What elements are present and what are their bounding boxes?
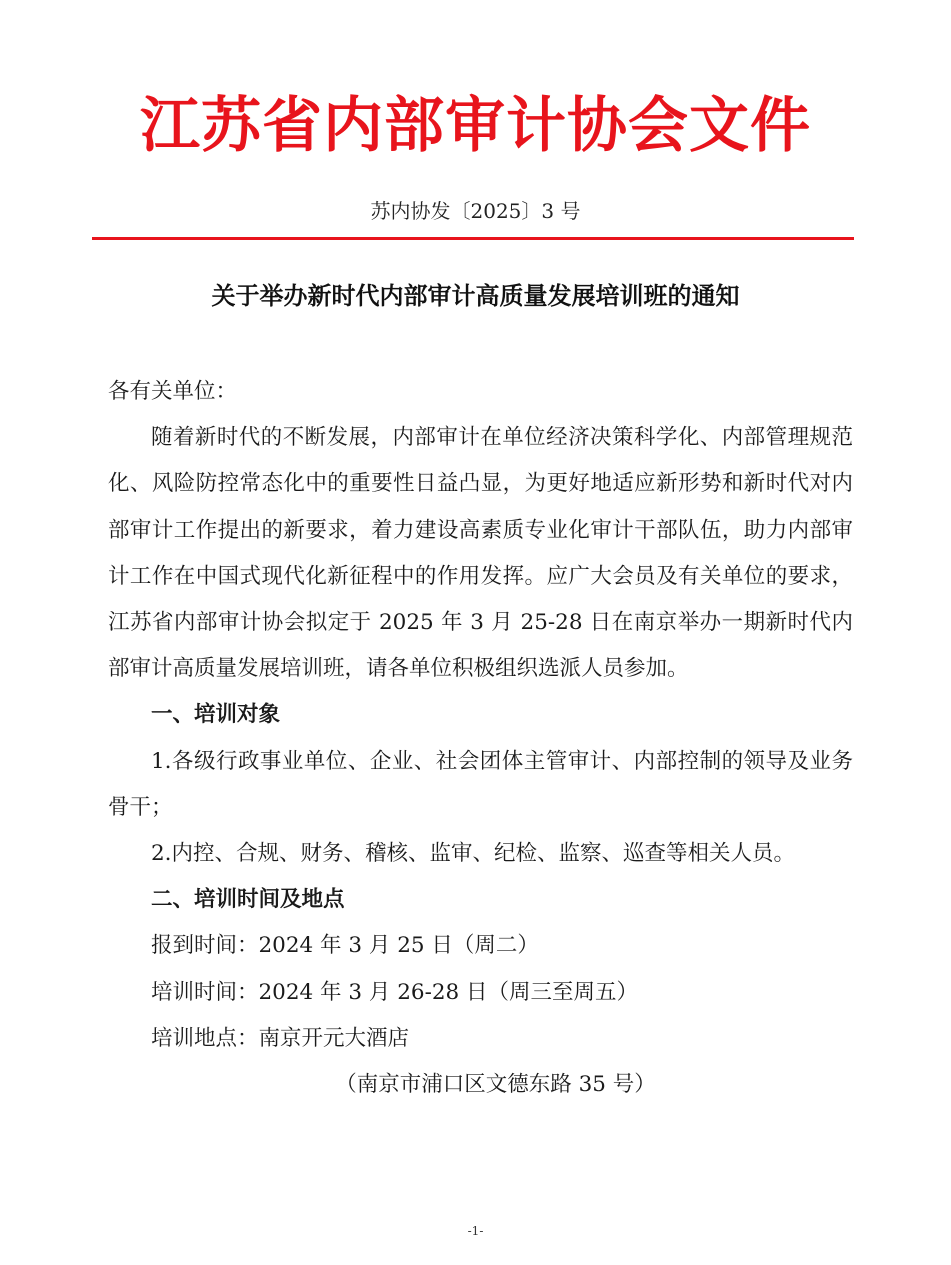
org-document-title: 江苏省内部审计协会文件 bbox=[140, 91, 811, 161]
red-divider-rule bbox=[92, 237, 854, 240]
report-time: 报到时间：2024 年 3 月 25 日（周二） bbox=[151, 933, 539, 959]
document-number: 苏内协发〔2025〕3 号 bbox=[370, 199, 581, 223]
document-body bbox=[108, 369, 853, 1108]
training-address: （南京市浦口区文德东路 35 号） bbox=[335, 1072, 656, 1098]
trainee-item-1: 1.各级行政事业单位、企业、社会团体主管审计、内部控制的领导及业务骨干； bbox=[108, 748, 853, 820]
notice-title: 关于举办新时代内部审计高质量发展培训班的通知 bbox=[211, 282, 740, 310]
training-time: 培训时间：2024 年 3 月 26-28 日（周三至周五） bbox=[151, 979, 639, 1005]
salutation: 各有关单位： bbox=[108, 379, 238, 404]
section-heading-time-location: 二、培训时间及地点 bbox=[151, 887, 345, 913]
page-number: -1- bbox=[467, 1224, 484, 1238]
trainee-item-2: 2.内控、合规、财务、稽核、监审、纪检、监察、巡查等相关人员。 bbox=[151, 841, 796, 867]
training-location: 培训地点：南京开元大酒店 bbox=[151, 1025, 410, 1051]
intro-paragraph: 随着新时代的不断发展，内部审计在单位经济决策科学化、内部管理规范化、风险防控常态化中的重要性日益凸显，为更好地适应新形势和新时代对内部审计工作提出的新要求，着力建设高素质专业化审计干部队伍，助力内部审计工作在中国式现代化新征程中的作用发挥。应广大会员及有关单位的要求，江苏省内部审计协会拟定于 2025 年 3 月 25-28 日在南京举办一期新时代内部审计高质量发展培训班，请各单位积极组织选派人员参加。 bbox=[108, 425, 853, 682]
section-heading-trainees: 一、培训对象 bbox=[151, 702, 281, 728]
